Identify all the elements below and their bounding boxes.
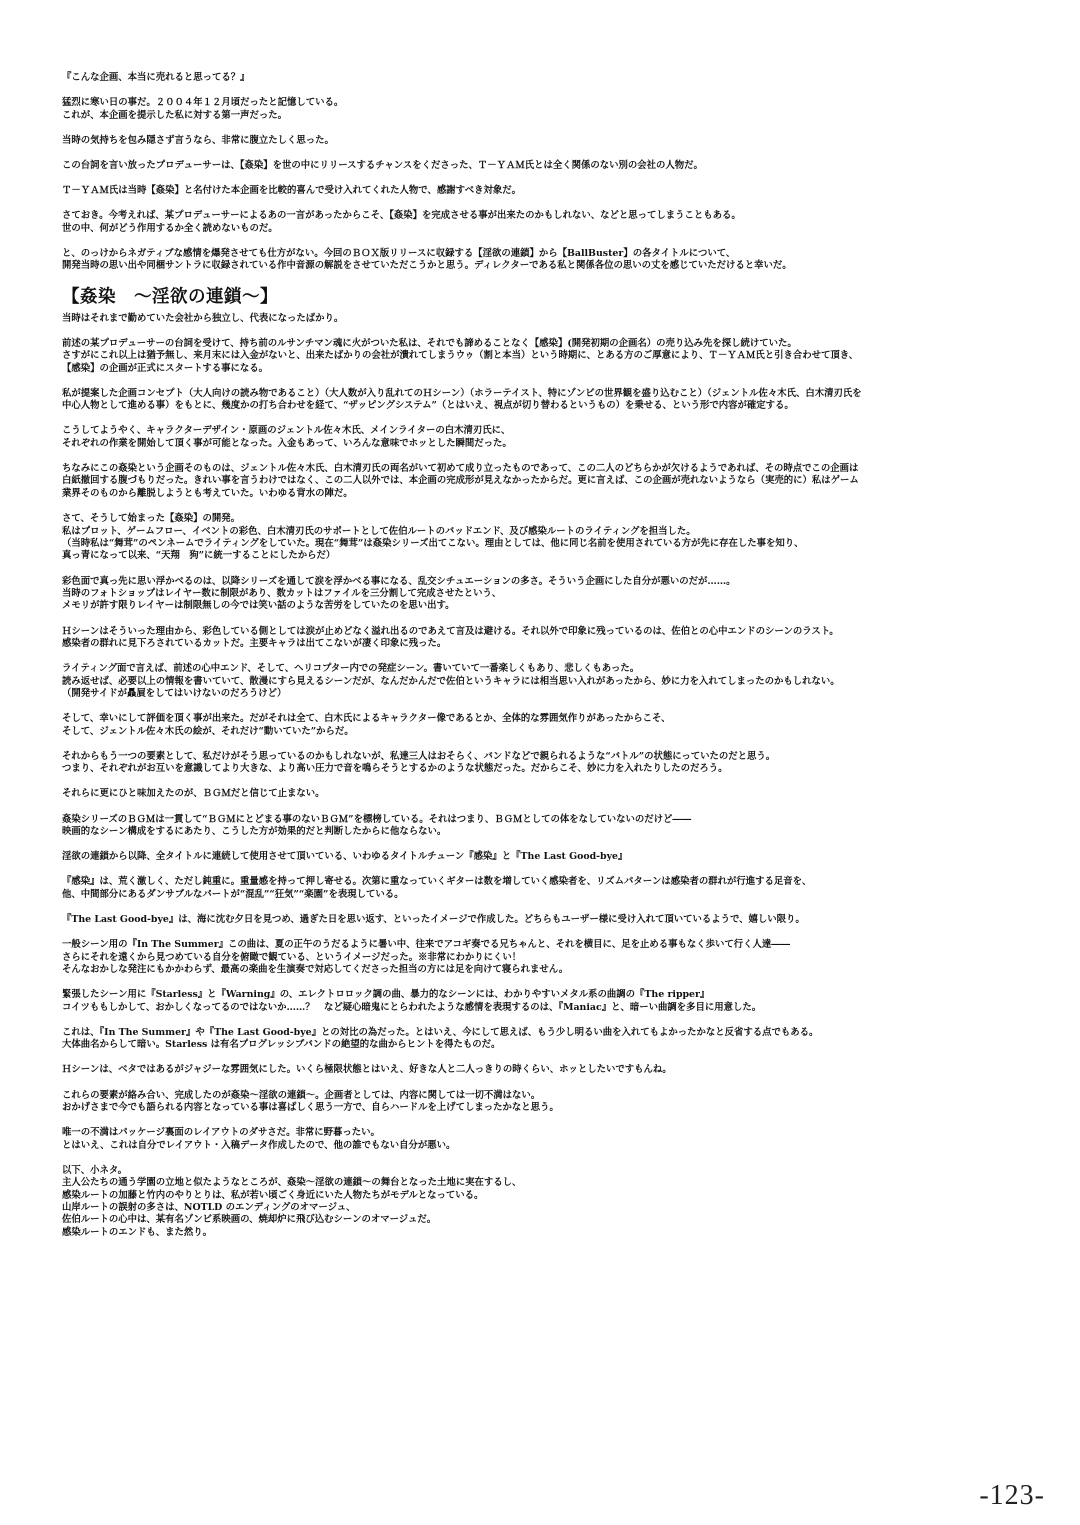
paragraph <box>62 626 1052 651</box>
paragraph <box>62 713 1052 738</box>
paragraph <box>62 210 1052 235</box>
text-line: 当時の気持ちを包み隠さず言うなら、非常に腹立たしく思った。 <box>62 134 334 146</box>
text-line: （開発サイドが贔屓をしてはいけないのだろうけど） <box>62 687 287 699</box>
paragraph <box>62 1064 1052 1076</box>
paragraph <box>62 135 1052 147</box>
text-line: それらに更にひと味加えたのが、ＢＧＭだと信じて止まない。 <box>62 788 325 800</box>
paragraph <box>62 72 1052 84</box>
text-line: 佐伯ルートの心中は、某有名ゾンビ系映画の、焼却炉に飛び込むシーンのオマージュだ。 <box>62 1214 437 1226</box>
paragraph <box>62 751 1052 776</box>
text-line: Ｔ－ＹＡＭ氏は当時【姦染】と名付けた本企画を比較的喜んで受け入れてくれた人物で、感謝すべき対象だ。 <box>62 185 522 197</box>
text-line: とはいえ、これは自分でレイアウト・入稿データ作成したので、他の誰でもない自分が悪い。 <box>62 1139 456 1151</box>
paragraph <box>62 248 1052 273</box>
text-line: 読み返せば、必要以上の情報を書いていて、散漫にすら見えるシーンだが、なんだかんだで佐伯というキャラには相当思い入れがあったから、妙に力を入れてしまったのかもしれない。 <box>62 675 840 687</box>
text-line: 当時のフォトショップはレイヤー数に制限があり、数カットはファイルを三分割して完成させたという、 <box>62 587 502 599</box>
text-line: 開発当時の思い出や同梱サントラに収録されている作中音源の解説をさせていただこうかと思う。ディレクターである私と関係各位の思いの丈を感じていただけると幸いだ。 <box>62 260 792 272</box>
text-line: それからもう一つの要素として、私だけがそう思っているのかもしれないが、私達三人はおそらく、バンドなどで親られるような“バトル”の状態にっていたのだと思う。 <box>62 750 776 762</box>
text-line: 私が提案した企画コンセプト（大人向けの読み物であること）（大人数が入り乱れてのＨシーン）（ホラーテイスト、特にゾンビの世界観を盛り込むこと）（ジェントル佐々木氏、白木清刃氏を <box>62 387 862 399</box>
text-line: 私はプロット、ゲームフロー、イベントの彩色、白木清刃氏のサポートとして佐伯ルートのバッドエンド、及び感染ルートのライティングを担当した。 <box>62 525 696 537</box>
text-line: 『The Last Good-bye』は、海に沈む夕日を見つめ、過ぎた日を思い返す、といったイメージで作成した。どちらもユーザー様に受け入れて頂いているようで、嬉しい限り。 <box>62 914 805 925</box>
text-line: さすがにこれ以上は猶予無し、来月末には入金がないと、出来たばかりの会社が潰れてしまうウゥ（割と本当）という時期に、とある方のご厚意により、Ｔ－ＹＡＭ氏と引き合わせて頂き、 <box>62 350 859 362</box>
text-line: さておき。今考えれば、某プロデューサーによるあの一言があったからこそ、【姦染】を完成させる事が出来たのかもしれない、などと思ってしまうこともある。 <box>62 210 741 222</box>
text-line: さて、そうして始まった【姦染】の開発。 <box>62 513 240 525</box>
text-line: メモリが許す限りレイヤーは制限無しの今では笑い話のような苦労をしていたのを思い出す。 <box>62 600 455 612</box>
text-line: ライティング面で言えば、前述の心中エンド、そして、ヘリコプター内での発症シーン。書いていて一番楽しくもあり、悲しくもあった。 <box>62 663 640 675</box>
text-line: 感染ルートのエンドも、また然り。 <box>62 1226 213 1238</box>
paragraph <box>62 185 1052 197</box>
text-line: そんなおかしな発注にもかかわらず、最高の楽曲を生演奏で対応してくださった担当の方には足を向けて寝られません。 <box>62 964 569 976</box>
text-line: 猛烈に寒い日の事だ。２００４年１２月頃だったと記憶している。 <box>62 97 344 109</box>
paragraph <box>62 914 1052 926</box>
text-line: 大体曲名からして暗い。Starless は有名プログレッシブバンドの絶望的な曲からヒントを得たものだ。 <box>62 1039 501 1051</box>
paragraph <box>62 1127 1052 1152</box>
text-line: と、のっけからネガティブな感情を爆発させても仕方がない。今回のＢＯＸ版リリースに収録する【淫欲の連鎖】から【BallBuster】の各タイトルについて、 <box>62 248 736 260</box>
text-line: Ｈシーンはそういった理由から、彩色している側としては涙が止めどなく溢れ出るのであえて言及は避ける。それ以外で印象に残っているのは、佐伯との心中エンドのシーンのラスト。 <box>62 625 839 637</box>
text-line: それぞれの作業を開始して頂く事が可能となった。入金もあって、いろんな意味でホッとした瞬間だった。 <box>62 437 512 449</box>
text-line: 当時はそれまで勤めていた会社から独立し、代表になったばかり。 <box>62 312 344 324</box>
text-line: 主人公たちの通う学園の立地と似たようなところが、姦染～淫欲の連鎖～の舞台となった土地に実在するし、 <box>62 1177 522 1189</box>
text-line: こうしてようやく、キャラクターデザイン・原画のジェントル佐々木氏、メインライターの白木清刃氏に、 <box>62 425 511 437</box>
document-content <box>62 72 1052 1252</box>
text-line: ちなみにこの姦染という企画そのものは、ジェントル佐々木氏、白木清刃氏の両名がいて初めて成り立ったものであって、この二人のどちらかが欠けるようであれば、その時点でこの企画は <box>62 463 859 475</box>
text-line: （当時私は“舞茸”のペンネームでライティングをしていた。現在“舞茸”は姦染シリーズ出てこない。理由としては、他に同じ名前を使用されている方が先に存在した事を知り、 <box>62 537 804 549</box>
paragraph <box>62 425 1052 450</box>
paragraph <box>62 939 1052 976</box>
text-line: 唯一の不満はパッケージ裏面のレイアウトのダサさだ。非常に野暮ったい。 <box>62 1127 380 1139</box>
paragraph <box>62 876 1052 901</box>
section-heading: 【姦染 ～淫欲の連鎖～】 <box>62 286 278 307</box>
intro-section <box>62 72 1052 273</box>
body-section <box>62 313 1052 1240</box>
text-line: 以下、小ネタ。 <box>62 1164 128 1176</box>
text-line: これは、『In The Summer』や『The Last Good-bye』との対比の為だった。とはいえ、今にして思えば、もう少し明るい曲を入れてもよかったかなと反省する点でもある。 <box>62 1026 819 1038</box>
text-line: 他、中間部分にあるダンサブルなパートが“混乱”“狂気”“楽園”を表現している。 <box>62 888 404 900</box>
paragraph <box>62 1027 1052 1052</box>
text-line: そして、ジェントル佐々木氏の絵が、それだけ“動いていた”からだ。 <box>62 725 354 737</box>
text-line: 山岸ルートの誤射の多さは、NOTLD のエンディングのオマージュ、 <box>62 1202 356 1214</box>
paragraph <box>62 1090 1052 1115</box>
text-line: 業界そのものから離脱しようとも考えていた。いわゆる背水の陣だ。 <box>62 487 353 499</box>
text-line: 彩色面で真っ先に思い浮かべるのは、以降シリーズを通して涙を浮かべる事になる、乱交シチュエーションの多さ。そういう企画にした自分が悪いのだが……。 <box>62 575 736 587</box>
paragraph <box>62 814 1052 839</box>
text-line: 感染者の群れに見下ろされているカットだ。主要キャラは出てこないが凄く印象に残った。 <box>62 637 447 649</box>
text-line: 中心人物として進める事）をもとに、幾度かの打ち合わせを経て、“ザッピングシステム”（とはいえ、視点が切り替わるというもの）を乗せる、という形で内容が確定する。 <box>62 400 794 412</box>
paragraph <box>62 788 1052 800</box>
paragraph <box>62 576 1052 613</box>
paragraph <box>62 513 1052 563</box>
text-line: 『感染』は、荒く激しく、ただし鈍重に。重量感を持って押し寄せる。次第に重なっていくギターは数を増していく感染者を、リズムパターンは感染者の群れが行進する足音を、 <box>62 876 812 888</box>
text-line: コイツももしかして、おかしくなってるのではないか……？ など疑心暗鬼にとらわれたような感情を表現するのは、『Maniac』と、暗ーい曲調を多目に用意した。 <box>62 1001 762 1013</box>
text-line: さらにそれを遠くから見つめている自分を俯瞰で観ている、というイメージだった。※非常にわかりにくい！ <box>62 951 522 963</box>
text-line: 真っ青になって以来、“天翔 狗”に統一することにしたからだ） <box>62 550 336 562</box>
paragraph <box>62 338 1052 375</box>
paragraph <box>62 388 1052 413</box>
text-line: 【感染】の企画が正式にスタートする事になる。 <box>62 362 268 374</box>
paragraph <box>62 97 1052 122</box>
paragraph <box>62 663 1052 700</box>
text-line: 白紙撤回する腹づもりだった。きれい事を言うわけではなく、この二人以外では、本企画の完成形が見えなかったからだ。更に言えば、この企画が売れないようなら（実売的に）私はゲーム <box>62 475 859 487</box>
text-line: 世の中、何がどう作用するか全く読めないものだ。 <box>62 222 278 234</box>
paragraph <box>62 313 1052 325</box>
paragraph <box>62 989 1052 1014</box>
text-line: 『こんな企画、本当に売れると思ってる？』 <box>62 72 250 83</box>
text-line: そして、幸いにして評価を頂く事が出来た。だがそれは全て、白木氏によるキャラクター像であるとか、全体的な雰囲気作りがあったからこそ、 <box>62 713 671 725</box>
paragraph <box>62 463 1052 500</box>
text-line: 姦染シリーズのＢＧＭは一貫して“ＢＧＭにとどまる事のないＢＧＭ”を標榜している。それはつまり、ＢＧＭとしての体をなしていないのだけど―― <box>62 813 692 825</box>
text-line: これらの要素が絡み合い、完成したのが姦染～淫欲の連鎖～。企画者としては、内容に関しては一切不満はない。 <box>62 1089 541 1101</box>
text-line: この台詞を言い放ったプロデューサーは、【姦染】を世の中にリリースするチャンスをくださった、Ｔ－ＹＡＭ氏とは全く関係のない別の会社の人物だ。 <box>62 160 703 172</box>
text-line: 感染ルートの加藤と竹内のやりとりは、私が若い頃ごく身近にいた人物たちがモデルとなっている。 <box>62 1189 484 1201</box>
text-line: おかげさまで今でも語られる内容となっている事は喜ばしく思う一方で、自らハードルを上げてしまったかなと思う。 <box>62 1102 559 1114</box>
text-line: つまり、それぞれがお互いを意識してより大きな、より高い圧力で音を鳴らそうとするかのような状態だった。だからこそ、妙に力を入れたりしたのだろう。 <box>62 763 728 775</box>
page-number: -123- <box>979 1480 1045 1511</box>
text-line: 映画的なシーン構成をするにあたり、こうした方が効果的だと判断したからに他ならない。 <box>62 825 447 837</box>
text-line: これが、本企画を提示した私に対する第一声だった。 <box>62 109 288 121</box>
text-line: 一般シーン用の『In The Summer』この曲は、夏の正午のうだるように暑い中、往来でアコギ奏でる兄ちゃんと、それを横目に、足を止める事もなく歩いて行く人達―― <box>62 939 791 951</box>
text-line: 淫欲の連鎖から以降、全タイトルに連続して使用させて頂いている、いわゆるタイトルチューン『感染』と『The Last Good-bye』 <box>62 851 628 863</box>
paragraph <box>62 160 1052 172</box>
text-line: 緊張したシーン用に『Starless』と『Warning』の、エレクトロロック調の曲、暴力的なシーンには、わかりやすいメタル系の曲調の『The ripper』 <box>62 989 710 1001</box>
text-line: 前述の某プロデューサーの台詞を受けて、持ち前のルサンチマン魂に火がついた私は、それでも諦めることなく【感染】(開発初期の企画名）の売り込み先を探し続けていた。 <box>62 337 797 349</box>
text-line: Ｈシーンは、ベタではあるがジャジーな雰囲気にした。いくら極限状態とはいえ、好きな人と二人っきりの時くらい、ホッとしたいですもんね。 <box>62 1064 672 1076</box>
paragraph <box>62 851 1052 863</box>
paragraph <box>62 1165 1052 1239</box>
